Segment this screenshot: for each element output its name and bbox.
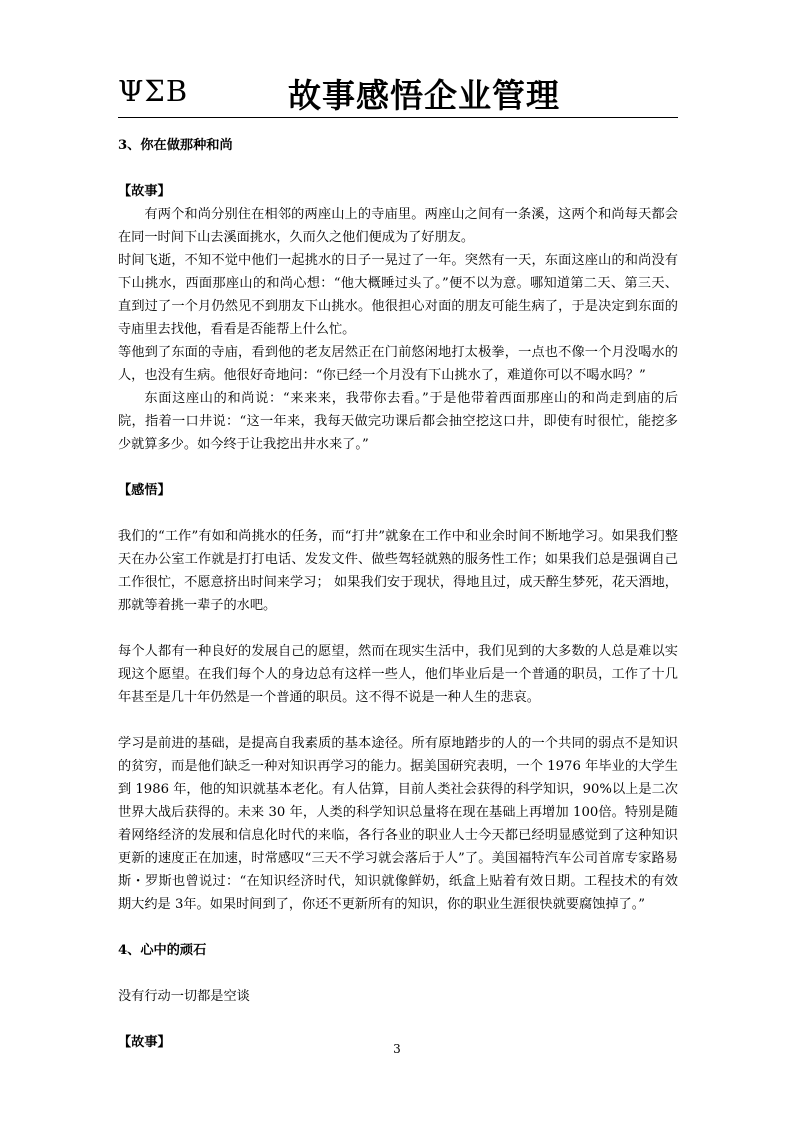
company-logo: ΨΣΒ [118,74,189,108]
section-4-subtitle: 没有行动一切都是空谈 [118,989,250,1004]
insight-paragraph: 我们的“工作”有如和尚挑水的任务，而“打井”就象在工作中和业余时间不断地学习。如果我们整天在办公室工作就是打打电话、发发文件、做些驾轻就熟的服务性工作；如果我们总是强调自己工作很忙，不愿意挤出时间来学习； 如果我们安于现状，得地且过，成天醉生梦死，花天酒地，那就等着挑一辈子的水吧。 [118,529,678,613]
page-number: 3 [393,1042,401,1056]
section-4-title: 4、心中的顽石 [118,943,207,958]
insight-tag: 【感悟】 [118,483,171,498]
header-divider [118,117,678,118]
document-title: 故事感悟企业管理 [288,76,560,115]
story-tag: 【故事】 [118,184,171,199]
insight-paragraph: 每个人都有一种良好的发展自己的愿望，然而在现实生活中，我们见到的大多数的人总是难以实现这个愿望。在我们每个人的身边总有这样一些人，他们毕业后是一个普通的职员，工作了十几年甚至是几十年仍然是一个普通的职员。这不得不说是一种人生的悲哀。 [118,644,678,705]
story-paragraph: 等他到了东面的寺庙，看到他的老友居然正在门前悠闲地打太极拳，一点也不像一个月没喝水的人，也没有生病。他很好奇地问：“你已经一个月没有下山挑水了，难道你可以不喝水吗？” [118,345,678,383]
story-paragraph: 时间飞逝，不知不觉中他们一起挑水的日子一晃过了一年。突然有一天，东面这座山的和尚没有下山挑水，西面那座山的和尚心想：“他大概睡过头了。”便不以为意。哪知道第二天、第三天、直到过了一个月仍然见不到朋友下山挑水。他很担心对面的朋友可能生病了，于是决定到东面的寺庙里去找他，看看是否能帮上什么忙。 [118,253,678,337]
story-paragraph: 东面这座山的和尚说：“来来来，我带你去看。”于是他带着西面那座山的和尚走到庙的后院，指着一口井说：“这一年来，我每天做完功课后都会抽空挖这口井，即使有时很忙，能挖多少就算多少。如今终于让我挖出井水来了。” [118,391,678,452]
section-3-title: 3、你在做那种和尚 [118,138,233,153]
story-paragraph: 有两个和尚分别住在相邻的两座山上的寺庙里。两座山之间有一条溪，这两个和尚每天都会在同一时间下山去溪面挑水，久而久之他们便成为了好朋友。 [118,207,678,245]
story-tag: 【故事】 [118,1035,171,1050]
document-body [118,134,678,1054]
page-header [118,70,678,114]
insight-paragraph: 学习是前进的基础，是提高自我素质的基本途径。所有原地踏步的人的一个共同的弱点不是知识的贫穷，而是他们缺乏一种对知识再学习的能力。据美国研究表明，一个 1976 年毕业的大学生到 1986 年，他的知识就基本老化。有人估算，目前人类社会获得的科学知识，90%以上是二次世界大战后获得的。未来 30 年，人类的科学知识总量将在现在基础上再增加 100倍。特别是随着网络经济的发展和信息化时代的来临，各行各业的职业人士今天都已经明显感觉到了这种知识更新的速度正在加速，时常感叹“三天不学习就会落后于人”了。美国福特汽车公司首席专家路易斯・罗斯也曾说过：“在知识经济时代，知识就像鲜奶，纸盒上贴着有效日期。工程技术的有效期大约是 3年。如果时间到了，你还不更新所有的知识，你的职业生涯很快就要腐蚀掉了。” [118,736,678,912]
